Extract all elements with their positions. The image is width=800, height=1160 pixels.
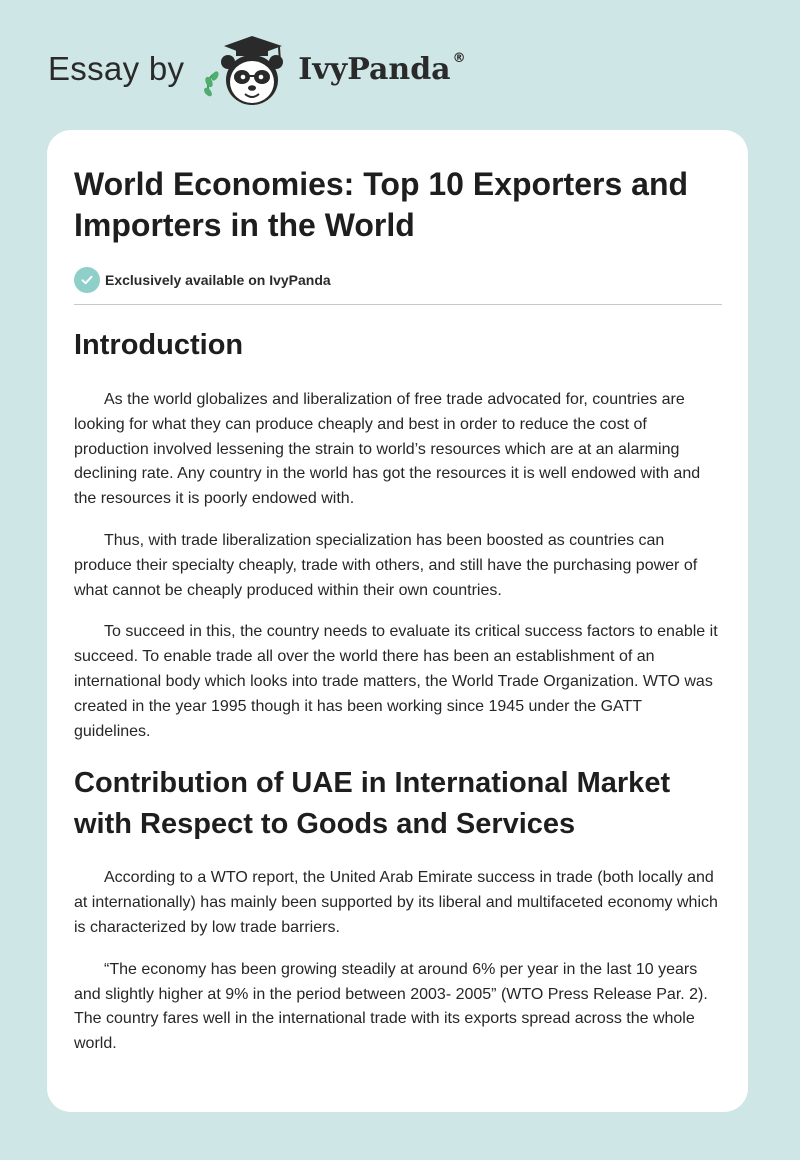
paragraph: To succeed in this, the country needs to evaluate its critical success factors to enable it succeed. To enable trade all over the world there has been an establishment of an international body which looks into trade matters, the World Trade Organization. WTO was created in the year 1995 though it has been working since 1945 under the GATT guidelines. [74,623,718,740]
essay-by-label: Essay by [48,49,185,87]
brand-name: IvyPanda [298,52,451,87]
section-uae-contribution [74,763,722,1057]
paragraph: As the world globalizes and liberalization of free trade advocated for, countries are looking for what they can produce cheaply and best in order to reduce the cost of production involved lessening the strain to world’s resources which are at an alarming declining rate. Any country in the world has got the resources it is well endowed with and the resources it is poorly endowed with. [74,391,701,508]
exclusive-badge-label: Exclusively available on IvyPanda [105,272,331,288]
site-header [48,32,466,112]
section-introduction [74,325,722,744]
section-heading: Introduction [74,329,244,361]
registered-mark: ® [452,50,466,66]
essay-card [47,130,748,1112]
panda-graduate-logo-icon [200,32,292,112]
paragraph: Thus, with trade liberalization specialization has been boosted as countries can produce their specialty cheaply, trade with others, and still have the purchasing power of what cannot be cheaply produced within their own countries. [74,531,698,599]
exclusive-badge [74,267,722,293]
ivypanda-logo-link[interactable] [200,32,465,112]
paragraph: According to a WTO report, the United Arab Emirate success in trade (both locally and at internationally) has mainly been supported by its liberal and multifaceted economy which is characterized by low trade barriers. [74,869,718,936]
section-heading: Contribution of UAE in International Market with Respect to Goods and Services [74,767,671,841]
paragraph: “The economy has been growing steadily at around 6% per year in the last 10 years and slightly higher at 9% in the period between 2003- 2005” (WTO Press Release Par. 2). The country fares well in the international trade with its exports spread across the whole world. [74,960,708,1053]
essay-title: World Economies: Top 10 Exporters and Importers in the World [74,166,689,243]
divider [74,304,722,305]
check-circle-icon [74,267,100,293]
